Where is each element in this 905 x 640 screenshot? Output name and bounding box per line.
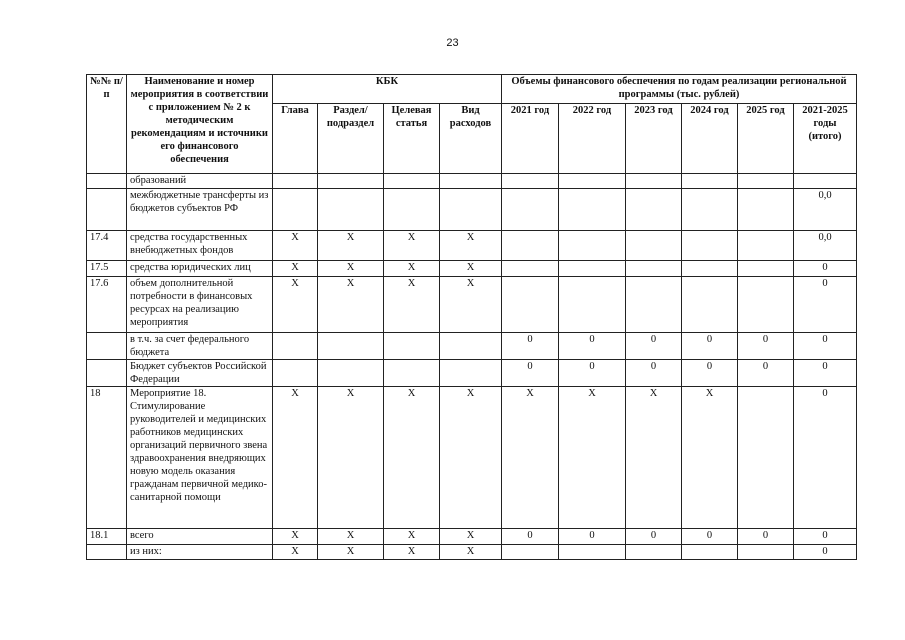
kbk-cell: [440, 189, 502, 231]
table-row: [87, 360, 857, 387]
year-value-cell: [626, 545, 682, 560]
table-row: [87, 189, 857, 231]
year-value-cell: [626, 261, 682, 277]
kbk-cell: X: [273, 261, 318, 277]
header-year-col: 2025 год: [738, 104, 794, 174]
funding-table: [86, 74, 857, 560]
kbk-cell: X: [318, 529, 384, 545]
year-value-cell: [502, 231, 559, 261]
year-value-cell: 0: [794, 529, 857, 545]
year-value-cell: X: [559, 387, 626, 529]
row-name: средства государственных внебюджетных фондов: [127, 231, 273, 261]
row-number: [87, 333, 127, 360]
header-volumes: Объемы финансового обеспечения по годам реализации региональной программы (тыс. рублей): [502, 75, 857, 104]
kbk-cell: X: [273, 231, 318, 261]
kbk-cell: [384, 333, 440, 360]
row-name: всего: [127, 529, 273, 545]
kbk-cell: X: [273, 529, 318, 545]
row-number: [87, 174, 127, 189]
year-value-cell: 0: [626, 360, 682, 387]
year-value-cell: 0: [682, 333, 738, 360]
year-value-cell: 0: [626, 529, 682, 545]
header-year-col: 2022 год: [559, 104, 626, 174]
year-value-cell: 0: [794, 545, 857, 560]
kbk-cell: X: [273, 387, 318, 529]
kbk-cell: [318, 360, 384, 387]
header-kbk: КБК: [273, 75, 502, 104]
table-body: [87, 174, 857, 560]
year-value-cell: [682, 189, 738, 231]
year-value-cell: [794, 174, 857, 189]
row-number: 17.5: [87, 261, 127, 277]
table-row: [87, 174, 857, 189]
year-value-cell: 0: [682, 360, 738, 387]
kbk-cell: X: [318, 545, 384, 560]
row-number: [87, 360, 127, 387]
header-kbk-col: Глава: [273, 104, 318, 174]
kbk-cell: [318, 174, 384, 189]
year-value-cell: [559, 189, 626, 231]
year-value-cell: [502, 174, 559, 189]
year-value-cell: [738, 387, 794, 529]
kbk-cell: [440, 360, 502, 387]
kbk-cell: [384, 360, 440, 387]
row-name: объем дополнительной потребности в финансовых ресурсах на реализацию мероприятия: [127, 277, 273, 333]
year-value-cell: [502, 545, 559, 560]
kbk-cell: [384, 174, 440, 189]
header-year-col: 2023 год: [626, 104, 682, 174]
year-value-cell: [682, 277, 738, 333]
year-value-cell: [738, 545, 794, 560]
year-value-cell: 0: [794, 333, 857, 360]
kbk-cell: X: [273, 277, 318, 333]
row-name: образований: [127, 174, 273, 189]
kbk-cell: [273, 333, 318, 360]
year-value-cell: [626, 231, 682, 261]
year-value-cell: [738, 189, 794, 231]
kbk-cell: X: [318, 387, 384, 529]
row-number: 17.6: [87, 277, 127, 333]
year-value-cell: [738, 231, 794, 261]
kbk-cell: X: [440, 529, 502, 545]
year-value-cell: 0: [559, 529, 626, 545]
table-row: [87, 261, 857, 277]
year-value-cell: 0: [794, 387, 857, 529]
row-name: в т.ч. за счет федерального бюджета: [127, 333, 273, 360]
kbk-cell: X: [440, 277, 502, 333]
row-name: Бюджет субъектов Российской Федерации: [127, 360, 273, 387]
year-value-cell: [738, 277, 794, 333]
year-value-cell: 0: [794, 360, 857, 387]
kbk-cell: X: [440, 545, 502, 560]
kbk-cell: X: [384, 387, 440, 529]
row-name: Мероприятие 18. Стимулирование руководителей и медицинских работников медицинских организаций первичного звена здравоохранения внедряющих новую модель оказания гражданам первичной медико-санитарной помощи: [127, 387, 273, 529]
row-name: средства юридических лиц: [127, 261, 273, 277]
year-value-cell: 0: [502, 333, 559, 360]
header-num: №№ п/п: [87, 75, 127, 174]
year-value-cell: [626, 174, 682, 189]
year-value-cell: [738, 174, 794, 189]
table-row: [87, 277, 857, 333]
year-value-cell: 0: [502, 360, 559, 387]
table-row: [87, 529, 857, 545]
year-value-cell: [626, 189, 682, 231]
kbk-cell: [273, 174, 318, 189]
kbk-cell: X: [384, 261, 440, 277]
table-row: [87, 387, 857, 529]
kbk-cell: X: [318, 231, 384, 261]
year-value-cell: [559, 545, 626, 560]
row-number: [87, 189, 127, 231]
header-name: Наименование и номер мероприятия в соответствии с приложением № 2 к методическим рекомендациям и источники его финансового обеспечения: [127, 75, 273, 174]
kbk-cell: [273, 189, 318, 231]
year-value-cell: 0: [738, 529, 794, 545]
year-value-cell: [682, 261, 738, 277]
year-value-cell: 0: [738, 333, 794, 360]
kbk-cell: X: [273, 545, 318, 560]
year-value-cell: 0: [794, 261, 857, 277]
kbk-cell: X: [384, 545, 440, 560]
kbk-cell: X: [384, 529, 440, 545]
year-value-cell: [502, 277, 559, 333]
year-value-cell: [559, 231, 626, 261]
year-value-cell: 0: [682, 529, 738, 545]
header-year-col: 2021 год: [502, 104, 559, 174]
header-kbk-col: Целевая статья: [384, 104, 440, 174]
kbk-cell: [440, 333, 502, 360]
year-value-cell: [502, 189, 559, 231]
year-value-cell: 0: [794, 277, 857, 333]
year-value-cell: 0: [559, 360, 626, 387]
kbk-cell: [273, 360, 318, 387]
header-year-col: 2021-2025 годы (итого): [794, 104, 857, 174]
kbk-cell: X: [318, 277, 384, 333]
year-value-cell: [682, 545, 738, 560]
year-value-cell: 0,0: [794, 231, 857, 261]
year-value-cell: [626, 277, 682, 333]
kbk-cell: X: [318, 261, 384, 277]
year-value-cell: [682, 231, 738, 261]
kbk-cell: X: [440, 387, 502, 529]
kbk-cell: [318, 189, 384, 231]
year-value-cell: [502, 261, 559, 277]
header-kbk-col: Вид расходов: [440, 104, 502, 174]
page-number: 23: [446, 37, 459, 49]
kbk-cell: [440, 174, 502, 189]
year-value-cell: X: [502, 387, 559, 529]
year-value-cell: 0: [559, 333, 626, 360]
kbk-cell: X: [440, 261, 502, 277]
kbk-cell: X: [384, 277, 440, 333]
year-value-cell: [559, 277, 626, 333]
header-kbk-col: Раздел/ подраздел: [318, 104, 384, 174]
header-year-col: 2024 год: [682, 104, 738, 174]
year-value-cell: 0: [738, 360, 794, 387]
kbk-cell: [318, 333, 384, 360]
row-number: 18: [87, 387, 127, 529]
year-value-cell: X: [626, 387, 682, 529]
table-row: [87, 545, 857, 560]
year-value-cell: [559, 261, 626, 277]
year-value-cell: [559, 174, 626, 189]
kbk-cell: [384, 189, 440, 231]
row-number: 18.1: [87, 529, 127, 545]
year-value-cell: [738, 261, 794, 277]
row-number: [87, 545, 127, 560]
row-name: из них:: [127, 545, 273, 560]
row-number: 17.4: [87, 231, 127, 261]
kbk-cell: X: [384, 231, 440, 261]
row-name: межбюджетные трансферты из бюджетов субъектов РФ: [127, 189, 273, 231]
year-value-cell: [682, 174, 738, 189]
table-row: [87, 333, 857, 360]
kbk-cell: X: [440, 231, 502, 261]
year-value-cell: X: [682, 387, 738, 529]
year-value-cell: 0: [626, 333, 682, 360]
table-row: [87, 231, 857, 261]
year-value-cell: 0,0: [794, 189, 857, 231]
year-value-cell: 0: [502, 529, 559, 545]
